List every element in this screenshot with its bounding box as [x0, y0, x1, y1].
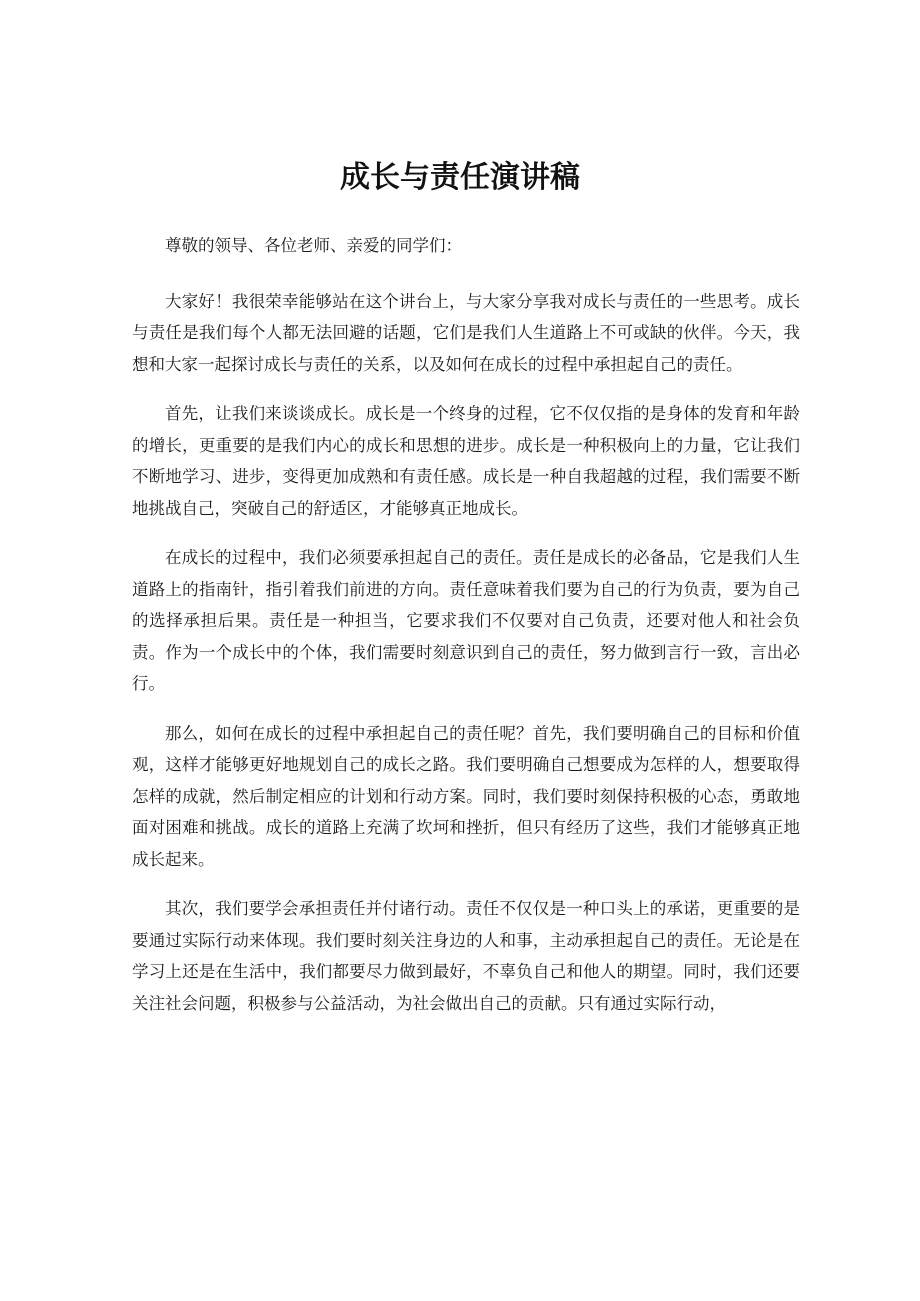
- paragraph: 那么，如何在成长的过程中承担起自己的责任呢？首先，我们要明确自己的目标和价值观，这样才能够更好地规划自己的成长之路。我们要明确自己想要成为怎样的人，想要取得怎样的成就，然后制定相应的计划和行动方案。同时，我们要时刻保持积极的心态，勇敢地面对困难和挑战。成长的道路上充满了坎坷和挫折，但只有经历了这些，我们才能够真正地成长起来。: [132, 723, 800, 869]
- document-body: [132, 230, 800, 1037]
- paragraph: 首先，让我们来谈谈成长。成长是一个终身的过程，它不仅仅指的是身体的发育和年龄的增长，更重要的是我们内心的成长和思想的进步。成长是一种积极向上的力量，它让我们不断地学习、进步，变得更加成熟和有责任感。成长是一种自我超越的过程，我们需要不断地挑战自己，突破自己的舒适区，才能够真正地成长。: [132, 404, 800, 518]
- paragraph: 大家好！我很荣幸能够站在这个讲台上，与大家分享我对成长与责任的一些思考。成长与责任是我们每个人都无法回避的话题，它们是我们人生道路上不可或缺的伙伴。今天，我想和大家一起探讨成长与责任的关系，以及如何在成长的过程中承担起自己的责任。: [132, 291, 800, 374]
- document-title: 成长与责任演讲稿: [340, 160, 580, 195]
- paragraph: 其次，我们要学会承担责任并付诸行动。责任不仅仅是一种口头上的承诺，更重要的是要通过实际行动来体现。我们要时刻关注身边的人和事，主动承担起自己的责任。无论是在学习上还是在生活中，我们都要尽力做到最好，不辜负自己和他人的期望。同时，我们还要关注社会问题，积极参与公益活动，为社会做出自己的贡献。只有通过实际行动，: [132, 899, 800, 1013]
- paragraph: 在成长的过程中，我们必须要承担起自己的责任。责任是成长的必备品，它是我们人生道路上的指南针，指引着我们前进的方向。责任意味着我们要为自己的行为负责，要为自己的选择承担后果。责任是一种担当，它要求我们不仅要对自己负责，还要对他人和社会负责。作为一个成长中的个体，我们需要时刻意识到自己的责任，努力做到言行一致，言出必行。: [132, 548, 800, 693]
- greeting-line: 尊敬的领导、各位老师、亲爱的同学们：: [165, 236, 462, 255]
